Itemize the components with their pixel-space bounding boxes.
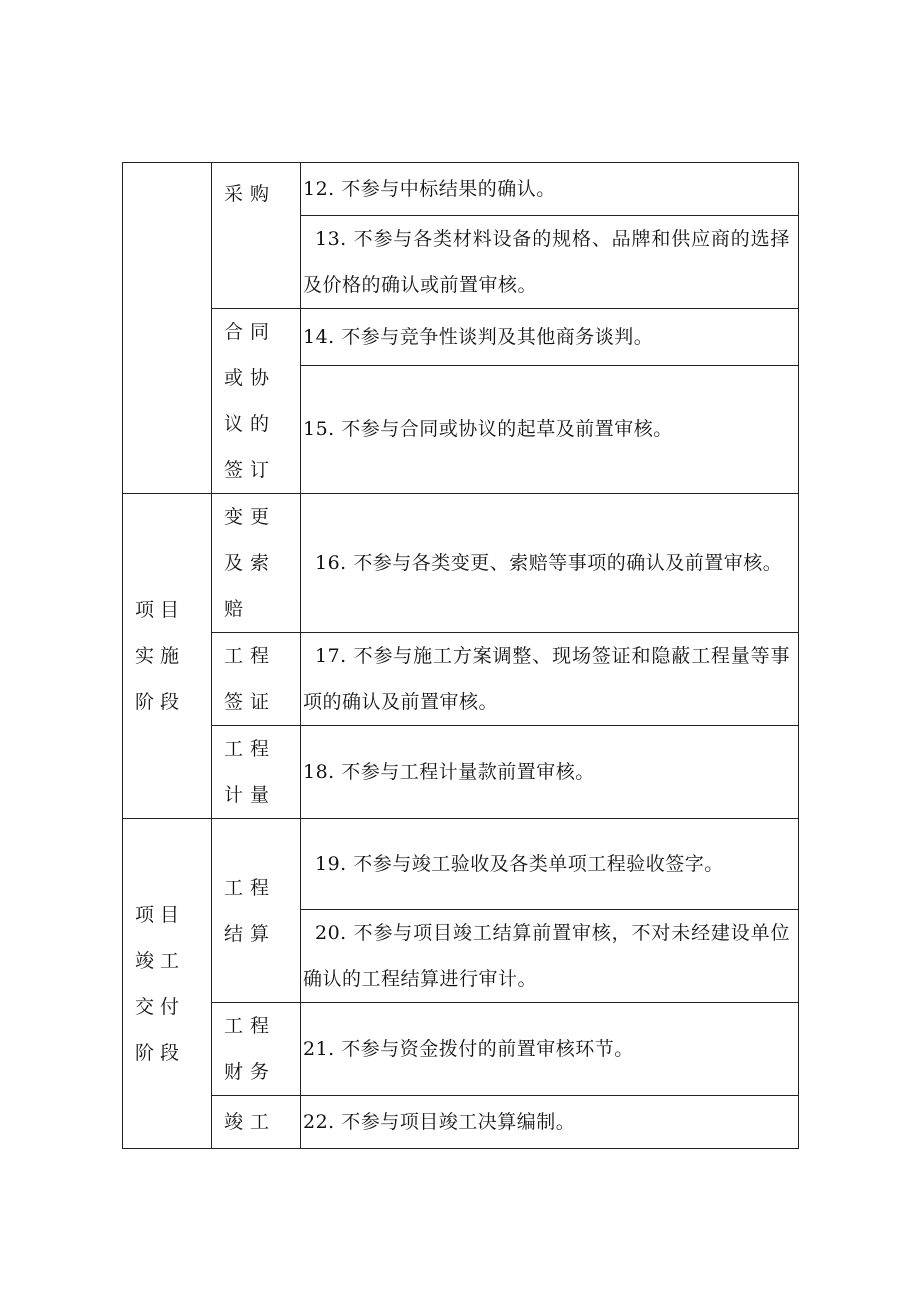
rule-16: 16. 不参与各类变更、索赔等事项的确认及前置审核。 [301, 494, 799, 633]
item-change-claim: 变更及索赔 [212, 494, 301, 633]
table-row [123, 726, 799, 819]
stage-cell-implementation: 项目实施阶段 [123, 494, 212, 819]
rule-13: 13. 不参与各类材料设备的规格、品牌和供应商的选择及价格的确认或前置审核。 [301, 216, 799, 309]
stage-cell-unlabeled [123, 163, 212, 494]
rule-19: 19. 不参与竣工验收及各类单项工程验收签字。 [301, 819, 799, 910]
stage-cell-completion: 项目竣工交付阶段 [123, 819, 212, 1149]
item-measurement: 工程计量 [212, 726, 301, 819]
table-row [123, 1096, 799, 1149]
rule-14: 14. 不参与竞争性谈判及其他商务谈判。 [301, 309, 799, 366]
item-completion: 竣工 [212, 1096, 301, 1149]
item-site-visa: 工程签证 [212, 633, 301, 726]
rule-12: 12. 不参与中标结果的确认。 [301, 163, 799, 216]
table-row [123, 494, 799, 633]
table-row [123, 309, 799, 366]
rule-21: 21. 不参与资金拨付的前置审核环节。 [301, 1003, 799, 1096]
table-row [123, 1003, 799, 1096]
item-settlement: 工程结算 [212, 819, 301, 1003]
rule-20: 20. 不参与项目竣工结算前置审核，不对未经建设单位确认的工程结算进行审计。 [301, 910, 799, 1003]
rule-18: 18. 不参与工程计量款前置审核。 [301, 726, 799, 819]
table-row [123, 163, 799, 216]
rule-15: 15. 不参与合同或协议的起草及前置审核。 [301, 365, 799, 493]
rule-22: 22. 不参与项目竣工决算编制。 [301, 1096, 799, 1149]
item-finance: 工程财务 [212, 1003, 301, 1096]
rule-17: 17. 不参与施工方案调整、现场签证和隐蔽工程量等事项的确认及前置审核。 [301, 633, 799, 726]
item-contract: 合同或协议的签订 [212, 309, 301, 494]
audit-restrictions-table [122, 162, 799, 1149]
table-row [123, 633, 799, 726]
item-procurement: 采购 [212, 163, 301, 309]
table-row [123, 819, 799, 910]
